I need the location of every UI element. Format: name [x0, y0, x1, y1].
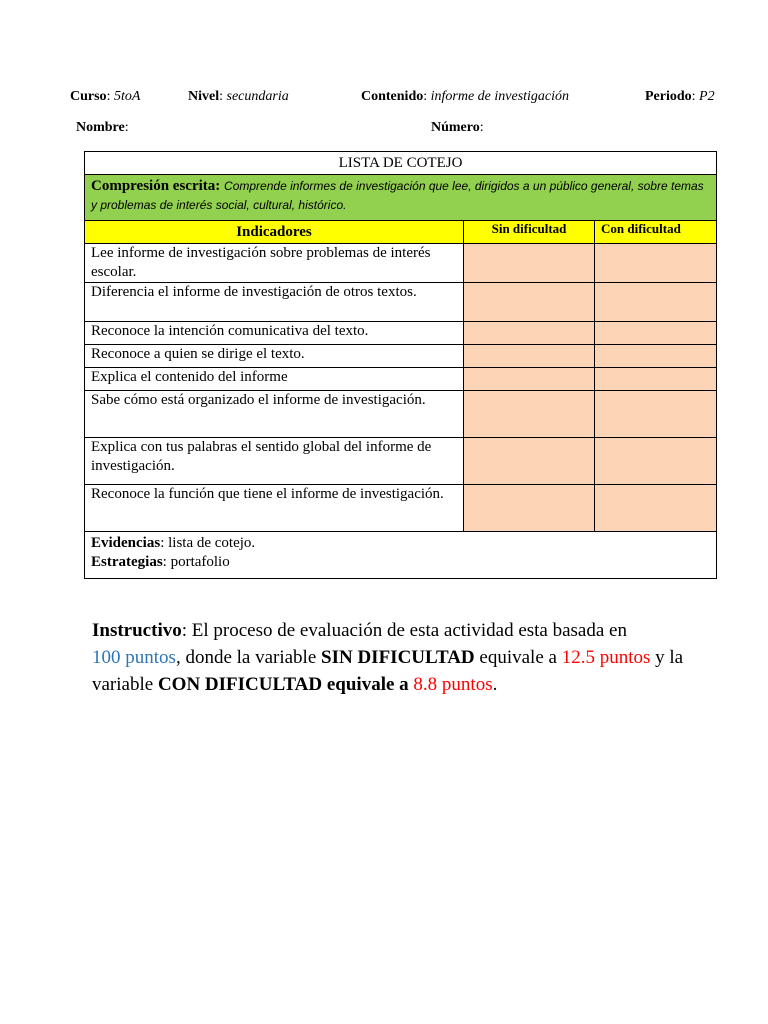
evidence-cell: [85, 532, 717, 579]
column-header-sin-dificultad: Sin dificultad: [464, 221, 595, 244]
table-row: [85, 244, 717, 283]
instructions-part1: El proceso de evaluación de esta actividad esta basada en: [191, 620, 627, 641]
instructions-part3: equivale a: [479, 647, 557, 668]
competency-text: Comprende informes de investigación que lee, dirigidos a un público general, sobre temas y problemas de interés social, cultural, histórico.: [91, 179, 704, 212]
instructions-paragraph: Instructivo: El proceso de evaluación de esta actividad esta basada en 100 puntos, donde la variable SIN DIFICULTAD equivale a 12.5 puntos y la variable CON DIFICULTAD equivale a 8.8 puntos.: [92, 620, 684, 695]
con-dificultad-cell[interactable]: [595, 485, 717, 532]
sin-points: 12.5 puntos: [561, 647, 651, 668]
contenido-value: informe de investigación: [430, 89, 570, 104]
indicator-text: Explica el contenido del informe: [85, 368, 464, 391]
variable-con: CON DIFICULTAD: [157, 674, 323, 695]
column-header-con-dificultad: Con dificultad: [595, 221, 717, 244]
periodo-label: Periodo: [645, 89, 692, 104]
con-dificultad-cell[interactable]: [595, 368, 717, 391]
evidencias-label: Evidencias: [91, 535, 161, 551]
table-row: [85, 368, 717, 391]
total-points: 100 puntos: [92, 647, 176, 668]
curso-label: Curso: [70, 89, 107, 104]
sin-dificultad-cell[interactable]: [464, 244, 595, 283]
nivel-field: Nivel: secundaria: [188, 89, 289, 104]
con-dificultad-cell[interactable]: [595, 322, 717, 345]
table-row: [85, 391, 717, 438]
instructions-label: Instructivo: [92, 620, 182, 641]
periodo-value: P2: [699, 89, 715, 104]
table-row: [85, 485, 717, 532]
table-row: [85, 345, 717, 368]
table-row: [85, 322, 717, 345]
indicator-text: Explica con tus palabras el sentido global del informe de investigación.: [85, 438, 464, 485]
con-dificultad-cell[interactable]: [595, 391, 717, 438]
con-dificultad-cell[interactable]: [595, 345, 717, 368]
indicator-text: Diferencia el informe de investigación de otros textos.: [85, 283, 464, 322]
indicator-text: Reconoce a quien se dirige el texto.: [85, 345, 464, 368]
contenido-label: Contenido: [361, 89, 424, 104]
competency-cell: Compresión escrita: Comprende informes de investigación que lee, dirigidos a un público general, sobre temas y problemas de interés social, cultural, histórico.: [85, 175, 717, 221]
instructions-part2: , donde la variable: [175, 647, 317, 668]
instructions-part5: equivale a: [326, 674, 409, 695]
numero-label: Número: [431, 120, 480, 135]
column-header-indicators: Indicadores: [85, 221, 464, 244]
estrategias-value: portafolio: [170, 554, 230, 570]
competency-label: Compresión escrita: [91, 178, 216, 194]
numero-field: Número:: [431, 120, 484, 135]
table-row: [85, 438, 717, 485]
con-points: 8.8 puntos: [413, 674, 493, 695]
curso-value: 5toA: [113, 89, 141, 104]
nombre-field: Nombre:: [76, 120, 129, 135]
contenido-field: Contenido: informe de investigación: [361, 89, 570, 104]
sin-dificultad-cell[interactable]: [464, 438, 595, 485]
evidencias-line: Evidencias: lista de cotejo.: [91, 535, 256, 551]
nivel-label: Nivel: [188, 89, 220, 104]
estrategias-label: Estrategias: [91, 554, 163, 570]
table-row: [85, 283, 717, 322]
indicator-text: Lee informe de investigación sobre problemas de interés escolar.: [85, 244, 464, 283]
sin-dificultad-cell[interactable]: [464, 345, 595, 368]
con-dificultad-cell[interactable]: [595, 283, 717, 322]
nivel-value: secundaria: [226, 89, 289, 104]
checklist-table: [84, 151, 717, 579]
table-title: LISTA DE COTEJO: [85, 152, 717, 175]
sin-dificultad-cell[interactable]: [464, 485, 595, 532]
estrategias-line: Estrategias: portafolio: [91, 554, 230, 570]
sin-dificultad-cell[interactable]: [464, 368, 595, 391]
instructions-end: .: [492, 674, 498, 695]
periodo-field: Periodo: P2: [645, 89, 715, 104]
indicator-text: Reconoce la función que tiene el informe de investigación.: [85, 485, 464, 532]
nombre-label: Nombre: [76, 120, 125, 135]
sin-dificultad-cell[interactable]: [464, 322, 595, 345]
con-dificultad-cell[interactable]: [595, 438, 717, 485]
indicator-text: Reconoce la intención comunicativa del texto.: [85, 322, 464, 345]
variable-sin: SIN DIFICULTAD: [321, 647, 475, 668]
indicator-text: Sabe cómo está organizado el informe de investigación.: [85, 391, 464, 438]
curso-field: Curso: 5toA: [70, 89, 141, 104]
evidencias-value: lista de cotejo.: [168, 535, 256, 551]
sin-dificultad-cell[interactable]: [464, 391, 595, 438]
instructions-part4: y la variable: [92, 647, 684, 695]
con-dificultad-cell[interactable]: [595, 244, 717, 283]
sin-dificultad-cell[interactable]: [464, 283, 595, 322]
